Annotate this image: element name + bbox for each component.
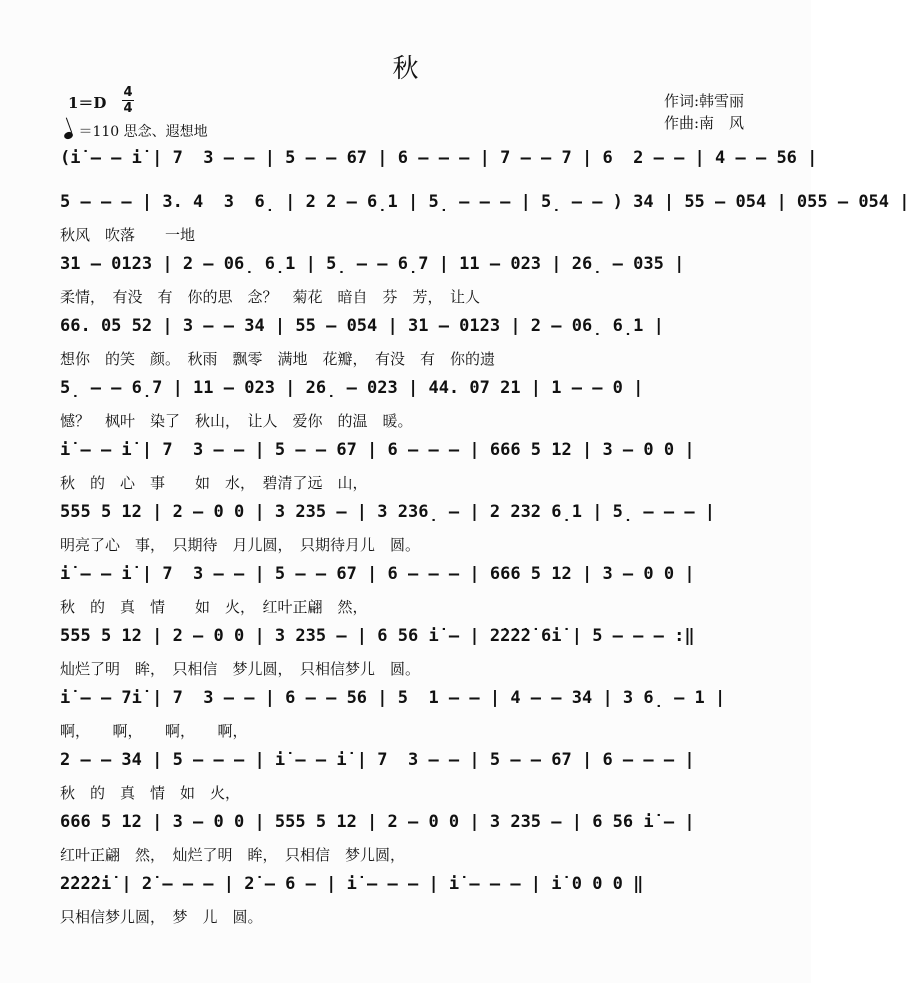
lyrics-line: 只相信梦儿圆， 梦 儿 圆。 — [60, 908, 263, 926]
tempo-value: ＝110 — [78, 124, 120, 140]
lyrics-line: 秋 的 真 情 如 火， — [60, 784, 241, 802]
lyrics-line: 啊， 啊， 啊， 啊， — [60, 722, 248, 740]
time-signature — [122, 86, 134, 115]
meter-bottom: 4 — [123, 101, 133, 116]
notation-line: 5 – – – | 3. 4 3 6̣ | 2 2 – 6̣1 | 5̣ – – – | 5̣ – – ) 34 | 55 – 054 | 055 – 054 | — [60, 192, 910, 212]
score-system — [60, 316, 760, 378]
score-system — [60, 502, 760, 564]
score-system — [60, 378, 760, 440]
lyrics-line: 憾？ 枫叶 染了 秋山， 让人 爱你 的温 暖。 — [60, 412, 413, 430]
tempo-expression: 思念、遐想地 — [123, 124, 208, 140]
score-system — [60, 440, 760, 502]
lyrics-line: 秋 的 心 事 如 水， 碧清了远 山， — [60, 474, 368, 492]
song-title: 秋 — [392, 54, 419, 84]
score-system — [60, 254, 760, 316]
score-system — [60, 688, 760, 750]
lyrics-line: 想你 的笑 颜。 秋雨 飘零 满地 花瓣， 有没 有 你的遗 — [60, 350, 496, 368]
key-signature: 1＝D — [68, 94, 107, 112]
score-system — [60, 874, 760, 936]
notation-line: i̇ – – 7i̇ | 7 3 – – | 6 – – 56 | 5 1 – – | 4 – – 34 | 3 6̣ – 1 | — [60, 688, 726, 708]
notation-line: 2 – – 34 | 5 – – – | i̇ – – i̇ | 7 3 – – | 5 – – 67 | 6 – – – | — [60, 750, 695, 770]
notation-line: i̇ – – i̇ | 7 3 – – | 5 – – 67 | 6 – – – | 666 5 12 | 3 – 0 0 | — [60, 564, 695, 584]
lyrics-line: 明亮了心 事， 只期待 月儿圆， 只期待月儿 圆。 — [60, 536, 421, 554]
notation-line: i̇ – – i̇ | 7 3 – – | 5 – – 67 | 6 – – – | 666 5 12 | 3 – 0 0 | — [60, 440, 695, 460]
notation-line: 666 5 12 | 3 – 0 0 | 555 5 12 | 2 – 0 0 | 3 235 – | 6 56 i̇ – | — [60, 812, 695, 832]
score-system — [60, 750, 760, 812]
lyrics-line: 红叶正翩 然， 灿烂了明 眸， 只相信 梦儿圆， — [60, 846, 406, 864]
score-system — [60, 192, 910, 254]
notation-line: 5̣ – – 6̣7 | 11 – 023 | 26̣ – 023 | 44. 07 21 | 1 – – 0 | — [60, 378, 644, 398]
score-system — [60, 812, 760, 874]
quarter-note-icon — [63, 131, 74, 141]
notation-line: 31 – 0123 | 2 – 06̣ 6̣1 | 5̣ – – 6̣7 | 11 – 023 | 26̣ – 035 | — [60, 254, 685, 274]
notation-line: (i̇ – – i̇ | 7 3 – – | 5 – – 67 | 6 – – – | 7 – – 7 | 6 2 – – | 4 – – 56 | — [60, 148, 818, 168]
score-system — [60, 626, 760, 688]
score-system — [60, 564, 760, 626]
lyrics-line: 秋 的 真 情 如 火， 红叶正翩 然， — [60, 598, 368, 616]
notation-line: 555 5 12 | 2 – 0 0 | 3 235 – | 3 236̣ – | 2 232 6̣1 | 5̣ – – – | — [60, 502, 716, 522]
lyrics-line: 灿烂了明 眸， 只相信 梦儿圆， 只相信梦儿 圆。 — [60, 660, 421, 678]
notation-line: 2̇2̇2̇2̇i̇ | 2̇ – – – | 2̇ – 6 – | i̇ – – – | i̇ – – – | i̇ 0 0 0 ‖ — [60, 874, 644, 894]
notation-line: 66. 05 52 | 3 – – 34 | 55 – 054 | 31 – 0123 | 2 – 06̣ 6̣1 | — [60, 316, 664, 336]
notation-line: 555 5 12 | 2 – 0 0 | 3 235 – | 6 56 i̇ – | 2̇2̇2̇2̇ 6i̇ | 5 – – – :‖ — [60, 626, 695, 646]
lyrics-line: 秋风 吹落 一地 — [60, 226, 196, 244]
lyricist-credit: 作词:韩雪丽 — [664, 92, 745, 110]
tempo-marking — [64, 121, 208, 141]
composer-credit: 作曲:南 风 — [664, 114, 745, 132]
credits — [664, 90, 744, 134]
lyrics-line: 柔情， 有没 有 你的思 念？ 菊花 暗自 芬 芳， 让人 — [60, 288, 481, 306]
meter-top: 4 — [123, 85, 133, 100]
